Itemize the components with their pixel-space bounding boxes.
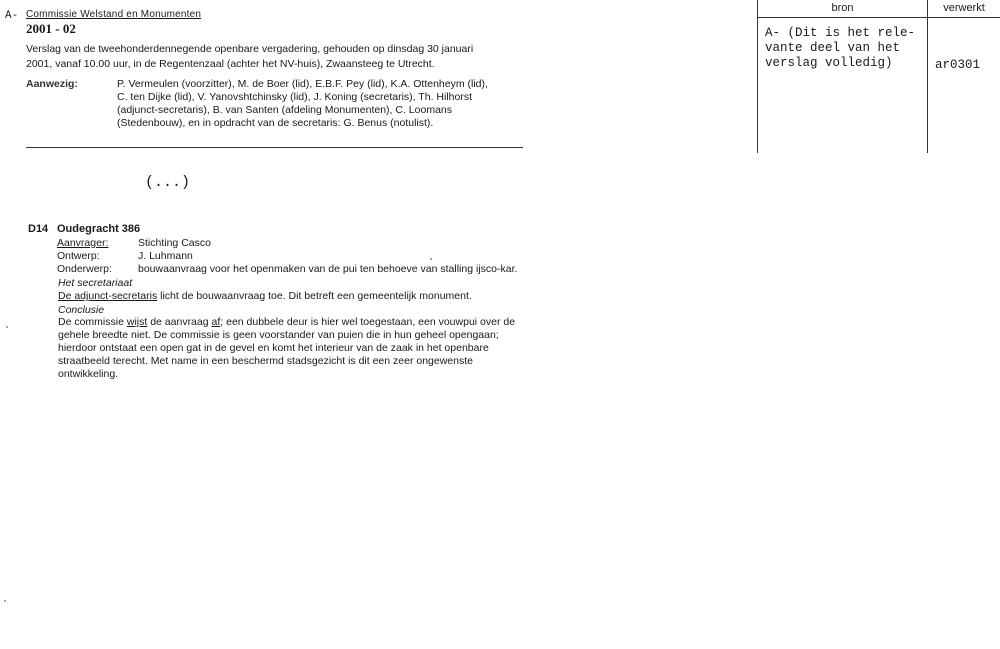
attendees-line: (adjunct-secretaris), B. van Santen (afdeling Monumenten), C. Loomans [117, 104, 453, 116]
item-code: D14 [28, 223, 49, 235]
scan-speck [430, 258, 432, 260]
source-note-line: A- (Dit is het rele- [765, 26, 916, 40]
processed-code: ar0301 [935, 58, 981, 72]
subject-label: Onderwerp: [57, 263, 112, 275]
scan-speck [4, 600, 6, 602]
source-note-line: vante deel van het [765, 41, 901, 55]
header-divider [26, 147, 523, 148]
table-header-rule [757, 17, 1000, 18]
item-title: Oudegracht 386 [57, 223, 141, 235]
conclusion-line: ontwikkeling. [58, 368, 119, 380]
attendees-line: P. Vermeulen (voorzitter), M. de Boer (lid), E.B.F. Pey (lid), K.A. Ottenheym (lid), [117, 78, 488, 90]
secretariat-rest: licht de bouwaanvraag toe. Dit betreft een gemeentelijk monument. [157, 290, 472, 302]
present-label: Aanwezig: [26, 78, 78, 90]
design-label: Ontwerp: [57, 250, 100, 262]
attendees-line: (Stedenbouw), en in opdracht van de secretaris: G. Benus (notulist). [117, 117, 434, 129]
secretariat-heading: Het secretariaat [58, 277, 133, 289]
conclusion-text [58, 316, 515, 381]
attendees-list [117, 78, 488, 130]
conclusion-heading: Conclusie [58, 304, 105, 316]
secretariat-subject: De adjunct-secretaris [58, 290, 158, 302]
table-column-divider [927, 0, 928, 153]
applicant-label: Aanvrager: [57, 237, 109, 249]
conclusion-line: gehele breedte niet. De commissie is geen voorstander van puien die in hun geheel opengaan; [58, 329, 499, 341]
decision-word-af: af [211, 316, 221, 328]
scan-speck [6, 326, 8, 328]
organization-title: Commissie Welstand en Monumenten [26, 9, 202, 20]
conclusion-line: straatbeeld terecht. Met name in een beschermd stadsgezicht is dit een zeer ongewenste [58, 355, 473, 367]
source-note-line: verslag volledig) [765, 56, 893, 70]
source-note [765, 26, 915, 71]
margin-marker: A- [5, 10, 19, 22]
column-header-verwerkt: verwerkt [943, 2, 985, 14]
design-value: J. Luhmann [138, 250, 193, 262]
conclusion-line: De commissie wijst de aanvraag af; een dubbele deur is hier wel toegestaan, een vouwpui over de [58, 316, 516, 328]
omission-marker: (...) [145, 174, 191, 191]
intro-line: 2001, vanaf 10.00 uur, in de Regentenzaal (achter het NV-huis), Zwaansteeg te Utrecht. [26, 58, 435, 70]
applicant-value: Stichting Casco [138, 237, 211, 249]
secretariat-text [58, 290, 472, 303]
conclusion-line: hierdoor ontstaat een open gat in de gevel en komt het interieur van de zaak in het openbare [58, 342, 489, 354]
meeting-intro [26, 42, 473, 72]
decision-word: wijst [126, 316, 148, 328]
attendees-line: C. ten Dijke (lid), V. Yanovshtchinsky (lid), J. Koning (secretaris), Th. Hilhorst [117, 91, 472, 103]
intro-line: Verslag van de tweehonderdennegende openbare vergadering, gehouden op dinsdag 30 januari [26, 43, 474, 55]
column-header-bron: bron [831, 2, 854, 14]
document-number: 2001 - 02 [26, 21, 76, 36]
subject-value: bouwaanvraag voor het openmaken van de pui ten behoeve van stalling ijsco-kar. [138, 263, 518, 275]
table-left-border [757, 0, 758, 153]
